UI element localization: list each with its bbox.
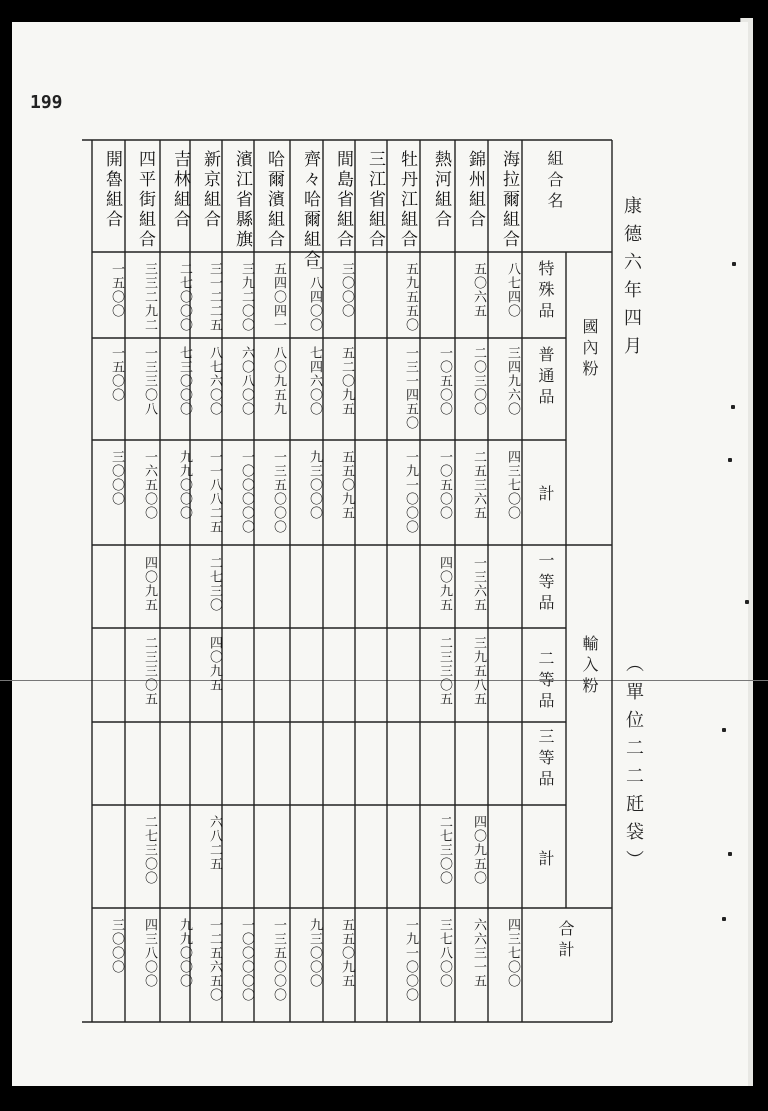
table-cell: 六八二五 (207, 815, 222, 871)
table-cell: 四三七〇〇 (505, 918, 520, 988)
table-cell: 二五三六五 (471, 450, 486, 520)
row-name: 四平街組合 (135, 150, 155, 250)
header-col-import-subtotal: 計 (536, 850, 555, 871)
table-cell: 六〇八〇〇 (239, 346, 254, 416)
table-cell: 三一二二五 (207, 262, 222, 332)
table-cell: 四〇九五 (207, 636, 222, 692)
table-cell: 一〇〇〇〇〇 (239, 918, 254, 1002)
table-cell: 八七四〇 (505, 262, 520, 318)
table-cell: 三三二九二 (142, 262, 157, 332)
table-cell: 九九〇〇〇 (177, 450, 192, 520)
table-cell: 一〇五〇〇 (437, 346, 452, 416)
table-cell: 一八四〇〇 (307, 262, 322, 332)
header-col-ordinary: 普通品 (536, 346, 555, 409)
row-name: 新京組合 (200, 150, 220, 230)
table-cell: 八七六〇〇 (207, 346, 222, 416)
unit-note: （單位二二瓩袋） (623, 654, 644, 878)
table-cell: 二三三〇五 (142, 636, 157, 706)
table-cell: 四〇九五 (142, 556, 157, 612)
header-col-special: 特殊品 (536, 260, 555, 323)
table-cell: 三〇〇〇 (109, 918, 124, 974)
header-domestic: 國內粉 (580, 318, 599, 381)
row-name: 吉林組合 (170, 150, 190, 230)
table-cell: 五二〇九五 (339, 346, 354, 416)
document-title: 康德六年四月 (621, 196, 642, 364)
table-cell: 七三〇〇〇 (177, 346, 192, 416)
table-cell: 三七八〇〇 (437, 918, 452, 988)
table-cell: 二七〇〇〇 (177, 262, 192, 332)
row-name: 齊々哈爾組合 (300, 150, 320, 270)
table-cell: 九三〇〇〇 (307, 918, 322, 988)
header-union-name: 組合名 (545, 150, 564, 213)
table-cell: 九三〇〇〇 (307, 450, 322, 520)
header-total: 合計 (556, 920, 575, 962)
table-cell: 八〇九五九 (271, 346, 286, 416)
row-name: 海拉爾組合 (499, 150, 519, 250)
header-col-grade1: 一等品 (536, 552, 555, 615)
table-cell: 一三三〇八 (142, 346, 157, 416)
table-cell: 五四〇四一 (271, 262, 286, 332)
header-import: 輸入粉 (580, 635, 599, 698)
table-cell: 二七三〇 (207, 556, 222, 612)
table-cell: 三〇〇〇 (339, 262, 354, 318)
table-cell: 二〇三〇〇 (471, 346, 486, 416)
table-cell: 一二五六五〇 (207, 918, 222, 1002)
header-col-grade2: 二等品 (536, 650, 555, 713)
row-name: 間島省組合 (333, 150, 353, 250)
table-cell: 七四六〇〇 (307, 346, 322, 416)
table-cell: 四三七〇〇 (505, 450, 520, 520)
table-cell: 三四九六〇 (505, 346, 520, 416)
table-cell: 五九五五〇 (403, 262, 418, 332)
table-cell: 五五〇九五 (339, 918, 354, 988)
table-cell: 二七三〇〇 (142, 815, 157, 885)
table-cell: 一三五〇〇〇 (271, 450, 286, 534)
row-name: 哈爾濱組合 (264, 150, 284, 250)
table-cell: 一九一〇〇〇 (403, 918, 418, 1002)
table-cell: 一六五〇〇 (142, 450, 157, 520)
table-cell: 一一八八二五 (207, 450, 222, 534)
table-cell: 一三五〇〇〇 (271, 918, 286, 1002)
table-cell: 三九二〇〇 (239, 262, 254, 332)
row-name: 熱河組合 (431, 150, 451, 230)
row-name: 三江省組合 (365, 150, 385, 250)
table-cell: 三九五八五 (471, 636, 486, 706)
row-name: 牡丹江組合 (397, 150, 417, 250)
table-cell: 四三八〇〇 (142, 918, 157, 988)
table-cell: 二三三〇五 (437, 636, 452, 706)
table-cell: 一〇五〇〇 (437, 450, 452, 520)
table-cell: 一三一四五〇 (403, 346, 418, 430)
header-col-domestic-subtotal: 計 (536, 485, 555, 506)
table-cell: 一〇〇〇〇〇 (239, 450, 254, 534)
table-cell: 一九一〇〇〇 (403, 450, 418, 534)
table-cell: 一五〇〇 (109, 262, 124, 318)
table-cell: 四〇九五〇 (471, 815, 486, 885)
table-cell: 五五〇九五 (339, 450, 354, 520)
table-cell: 五〇六五 (471, 262, 486, 318)
table-cell: 一五〇〇 (109, 346, 124, 402)
table-cell: 三〇〇〇 (109, 450, 124, 506)
table-cell: 六六三一五 (471, 918, 486, 988)
table-cell: 一三六五 (471, 556, 486, 612)
header-col-grade3: 三等品 (536, 728, 555, 791)
page-number: 199 (30, 92, 63, 113)
row-name: 錦州組合 (465, 150, 485, 230)
row-name: 濱江省縣旗 (232, 150, 252, 250)
table-cell: 二七三〇〇 (437, 815, 452, 885)
table-cell: 九九〇〇〇 (177, 918, 192, 988)
table-cell: 四〇九五 (437, 556, 452, 612)
row-name: 開魯組合 (102, 150, 122, 230)
